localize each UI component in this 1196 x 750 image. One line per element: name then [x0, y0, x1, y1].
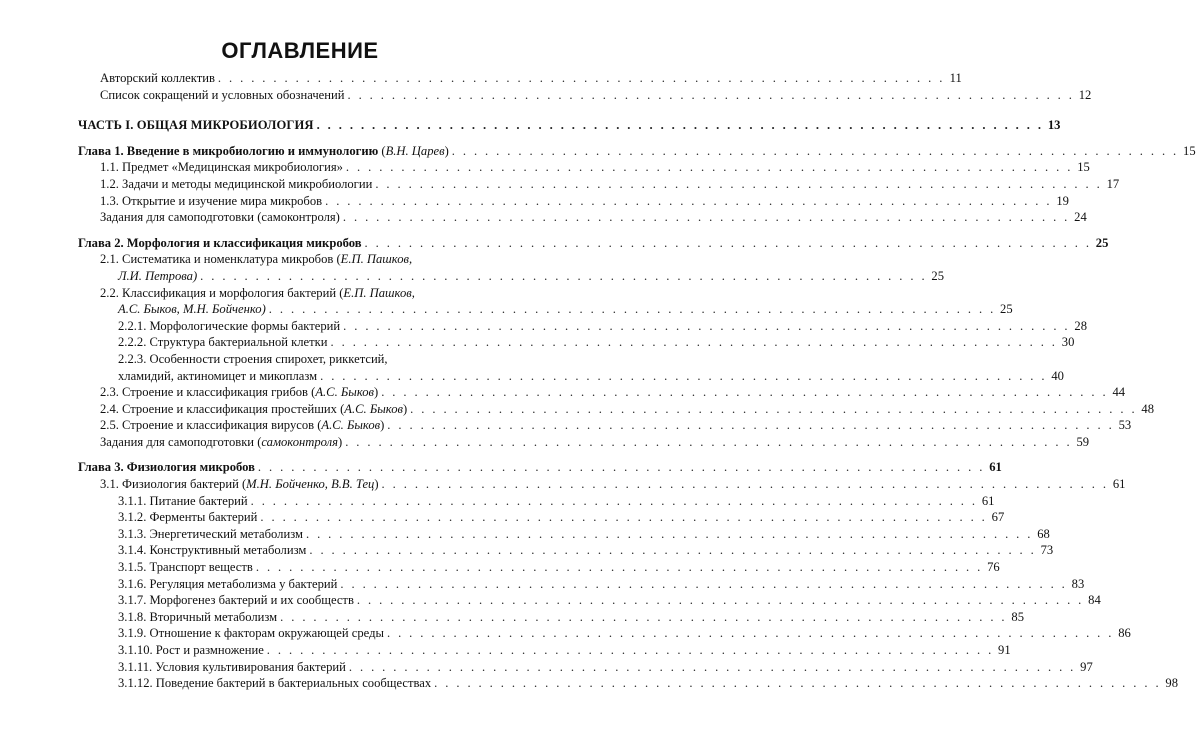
toc-entry-text: 2.2.1. Морфологические формы бактерий — [118, 318, 341, 333]
page-number: 28 — [1074, 318, 1087, 333]
toc-subsection — [78, 675, 1179, 692]
dot-leader: . . . . . . . . . . . . . . . . . . . . . . . . . . . . . . . . . . . . . . . . . . . . . . . . . . . . . . . . . . . . . . . . . . — [320, 368, 1047, 383]
toc-entry-text: Л.И. Петрова) — [118, 268, 198, 283]
toc-entry-text: 2.4. Строение и классификация простейших (А.С. Быков) — [100, 401, 408, 416]
dot-leader: . . . . . . . . . . . . . . . . . . . . . . . . . . . . . . . . . . . . . . . . . . . . . . . . . . . . . . . . . . . . . . . . . . — [347, 87, 1075, 102]
page-number: 53 — [1118, 418, 1132, 433]
toc-entry-text: 3.1.9. Отношение к факторам окружающей среды — [118, 626, 384, 641]
dot-leader: . . . . . . . . . . . . . . . . . . . . . . . . . . . . . . . . . . . . . . . . . . . . . . . . . . . . . . . . . . . . . . . . . . — [410, 401, 1138, 416]
toc-subsection — [78, 318, 1087, 335]
toc-subsection — [78, 642, 1011, 659]
page-number: 97 — [1080, 659, 1093, 674]
toc-part-heading — [78, 117, 1061, 134]
toc-entry-front — [78, 70, 962, 87]
page-number: 61 — [1112, 477, 1126, 492]
page-number: 85 — [1011, 609, 1024, 624]
page-number: 30 — [1061, 335, 1075, 350]
dot-leader: . . . . . . . . . . . . . . . . . . . . . . . . . . . . . . . . . . . . . . . . . . . . . . . . . . . . . . . . . . . . . . . . . . — [217, 71, 945, 85]
dot-leader: . . . . . . . . . . . . . . . . . . . . . . . . . . . . . . . . . . . . . . . . . . . . . . . . . . . . . . . . . . . . . . . . . . — [268, 302, 996, 317]
dot-leader: . . . . . . . . . . . . . . . . . . . . . . . . . . . . . . . . . . . . . . . . . . . . . . . . . . . . . . . . . . . . . . . . . . — [257, 460, 985, 475]
toc-subsection — [78, 609, 1024, 626]
dot-leader: . . . . . . . . . . . . . . . . . . . . . . . . . . . . . . . . . . . . . . . . . . . . . . . . . . . . . . . . . . . . . . . . . . — [200, 268, 928, 283]
dot-leader: . . . . . . . . . . . . . . . . . . . . . . . . . . . . . . . . . . . . . . . . . . . . . . . . . . . . . . . . . . . . . . . . . . — [309, 543, 1037, 558]
toc-entry-text: А.С. Быков, М.Н. Бойченко) — [118, 302, 266, 317]
toc-subsection — [78, 559, 1000, 576]
page-number: 12 — [1078, 87, 1092, 102]
page-number: 61 — [989, 460, 1002, 475]
toc-chapter-heading — [78, 235, 1109, 252]
page-number: 98 — [1165, 676, 1179, 691]
dot-leader: . . . . . . . . . . . . . . . . . . . . . . . . . . . . . . . . . . . . . . . . . . . . . . . . . . . . . . . . . . . . . . . . . . — [345, 434, 1073, 449]
dot-leader: . . . . . . . . . . . . . . . . . . . . . . . . . . . . . . . . . . . . . . . . . . . . . . . . . . . . . . . . . . . . . . . . . . — [375, 176, 1103, 191]
toc-subsection — [78, 576, 1085, 593]
dot-leader: . . . . . . . . . . . . . . . . . . . . . . . . . . . . . . . . . . . . . . . . . . . . . . . . . . . . . . . . . . . . . . . . . . — [343, 318, 1070, 333]
dot-leader: . . . . . . . . . . . . . . . . . . . . . . . . . . . . . . . . . . . . . . . . . . . . . . . . . . . . . . . . . . . . . . . . . . — [387, 418, 1115, 433]
toc-section — [78, 401, 1155, 418]
dot-leader: . . . . . . . . . . . . . . . . . . . . . . . . . . . . . . . . . . . . . . . . . . . . . . . . . . . . . . . . . . . . . . . . . . — [330, 335, 1058, 350]
dot-leader: . . . . . . . . . . . . . . . . . . . . . . . . . . . . . . . . . . . . . . . . . . . . . . . . . . . . . . . . . . . . . . . . . . — [305, 526, 1033, 541]
toc-entry-text: 1.3. Открытие и изучение мира микробов — [100, 193, 323, 208]
page-number: 24 — [1074, 210, 1087, 225]
toc-subsection — [78, 592, 1101, 609]
toc-section — [78, 159, 1090, 176]
dot-leader: . . . . . . . . . . . . . . . . . . . . . . . . . . . . . . . . . . . . . . . . . . . . . . . . . . . . . . . . . . . . . . . . . . — [250, 493, 978, 508]
page-number: 48 — [1141, 401, 1155, 416]
page-number: 40 — [1051, 368, 1064, 383]
toc-section — [78, 176, 1120, 193]
page-number: 61 — [981, 493, 995, 508]
toc-entry-text: 3.1.7. Морфогенез бактерий и их сообществ — [118, 593, 354, 608]
toc-section — [78, 434, 1090, 451]
toc-section — [78, 384, 1126, 401]
dot-leader: . . . . . . . . . . . . . . . . . . . . . . . . . . . . . . . . . . . . . . . . . . . . . . . . . . . . . . . . . . . . . . . . . . — [260, 510, 988, 525]
toc-entry-text: 3.1.11. Условия культивирования бактерий — [118, 659, 346, 674]
toc-entry-text: Глава 3. Физиология микробов — [78, 460, 255, 475]
toc-entry-text: 3.1.4. Конструктивный метаболизм — [118, 543, 307, 558]
toc-entry-text: 1.1. Предмет «Медицинская микробиология» — [100, 160, 343, 175]
page-number: 76 — [987, 560, 1000, 575]
page-number: 84 — [1088, 593, 1101, 608]
toc-body — [78, 70, 1196, 692]
toc-entry-text: 3.1.5. Транспорт веществ — [118, 560, 253, 575]
page-number: 25 — [931, 268, 945, 283]
toc-section-line: 2.1. Систематика и номенклатура микробов (Е.П. Пашков, — [100, 252, 413, 267]
dot-leader: . . . . . . . . . . . . . . . . . . . . . . . . . . . . . . . . . . . . . . . . . . . . . . . . . . . . . . . . . . . . . . . . . . — [348, 659, 1076, 674]
toc-section — [78, 209, 1087, 226]
toc-entry-text: ЧАСТЬ I. ОБЩАЯ МИКРОБИОЛОГИЯ — [78, 118, 314, 133]
toc-chapter-heading — [78, 143, 1196, 160]
toc-entry-text: Глава 2. Морфология и классификация микробов — [78, 235, 362, 250]
dot-leader: . . . . . . . . . . . . . . . . . . . . . . . . . . . . . . . . . . . . . . . . . . . . . . . . . . . . . . . . . . . . . . . . . . — [381, 477, 1109, 492]
page-number: 19 — [1056, 193, 1069, 208]
dot-leader: . . . . . . . . . . . . . . . . . . . . . . . . . . . . . . . . . . . . . . . . . . . . . . . . . . . . . . . . . . . . . . . . . . — [316, 118, 1044, 133]
toc-entry-text: 3.1.1. Питание бактерий — [118, 493, 248, 508]
toc-subsection — [78, 509, 1005, 526]
dot-leader: . . . . . . . . . . . . . . . . . . . . . . . . . . . . . . . . . . . . . . . . . . . . . . . . . . . . . . . . . . . . . . . . . . — [325, 193, 1052, 208]
toc-subsection — [78, 493, 995, 510]
toc-entry-text: Задания для самоподготовки (самоконтроля) — [100, 210, 340, 225]
dot-leader: . . . . . . . . . . . . . . . . . . . . . . . . . . . . . . . . . . . . . . . . . . . . . . . . . . . . . . . . . . . . . . . . . . — [255, 560, 983, 575]
page-number: 15 — [1183, 143, 1196, 158]
toc-subsection-line: 2.2.3. Особенности строения спирохет, риккетсий, — [118, 351, 388, 366]
dot-leader: . . . . . . . . . . . . . . . . . . . . . . . . . . . . . . . . . . . . . . . . . . . . . . . . . . . . . . . . . . . . . . . . . . — [340, 576, 1068, 591]
dot-leader: . . . . . . . . . . . . . . . . . . . . . . . . . . . . . . . . . . . . . . . . . . . . . . . . . . . . . . . . . . . . . . . . . . — [356, 593, 1084, 608]
toc-entry-text: 2.5. Строение и классификация вирусов (А.С. Быков) — [100, 418, 385, 433]
toc-subsection — [78, 659, 1093, 676]
toc-section — [78, 268, 945, 285]
toc-entry-text: Глава 1. Введение в микробиологию и иммунологию (В.Н. Царев) — [78, 143, 449, 158]
page-number: 25 — [1000, 302, 1013, 317]
toc-entry-text: 3.1.10. Рост и размножение — [118, 643, 264, 657]
page-number: 68 — [1037, 526, 1050, 541]
toc-entry-text: 1.2. Задачи и методы медицинской микробиологии — [100, 176, 373, 191]
page-title: ОГЛАВЛЕНИЕ — [221, 38, 379, 63]
dot-leader: . . . . . . . . . . . . . . . . . . . . . . . . . . . . . . . . . . . . . . . . . . . . . . . . . . . . . . . . . . . . . . . . . . — [342, 210, 1070, 225]
toc-entry-text: 2.2.2. Структура бактериальной клетки — [118, 335, 328, 350]
toc-entry-text: 3.1.8. Вторичный метаболизм — [118, 609, 278, 624]
page-number: 59 — [1076, 434, 1090, 449]
toc-entry-text: хламидий, актиномицет и микоплазм — [118, 368, 318, 383]
toc-section — [78, 193, 1069, 210]
page-number: 73 — [1040, 543, 1054, 558]
toc-chapter-heading — [78, 459, 1002, 476]
page-number: 13 — [1047, 118, 1061, 133]
toc-subsection — [78, 542, 1054, 559]
dot-leader: . . . . . . . . . . . . . . . . . . . . . . . . . . . . . . . . . . . . . . . . . . . . . . . . . . . . . . . . . . . . . . . . . . — [434, 676, 1162, 691]
toc-entry-text: 3.1.6. Регуляция метаболизма у бактерий — [118, 576, 338, 591]
toc-subsection — [78, 625, 1131, 642]
page-number: 15 — [1077, 160, 1090, 175]
toc-entry-text: 3.1.3. Энергетический метаболизм — [118, 526, 303, 541]
toc-entry-text: Задания для самоподготовки (самоконтроля) — [100, 434, 343, 449]
toc-entry-text: Авторский коллектив — [100, 71, 215, 85]
page-number: 17 — [1106, 176, 1120, 191]
page-number: 91 — [998, 643, 1011, 657]
toc-section — [78, 417, 1132, 434]
toc-entry-text: 3.1. Физиология бактерий (М.Н. Бойченко, В.В. Тец) — [100, 477, 379, 492]
toc-entry-front — [78, 87, 1092, 104]
toc-subsection — [78, 526, 1050, 543]
toc-entry-text: 3.1.12. Поведение бактерий в бактериальных сообществах — [118, 676, 432, 691]
toc-entry-text: 3.1.2. Ферменты бактерий — [118, 510, 258, 525]
page-number: 83 — [1071, 576, 1085, 591]
dot-leader: . . . . . . . . . . . . . . . . . . . . . . . . . . . . . . . . . . . . . . . . . . . . . . . . . . . . . . . . . . . . . . . . . . — [364, 235, 1092, 250]
page-number: 11 — [949, 71, 962, 85]
dot-leader: . . . . . . . . . . . . . . . . . . . . . . . . . . . . . . . . . . . . . . . . . . . . . . . . . . . . . . . . . . . . . . . . . . — [280, 609, 1007, 624]
page-number: 25 — [1095, 235, 1109, 250]
toc-section — [78, 301, 1013, 318]
dot-leader: . . . . . . . . . . . . . . . . . . . . . . . . . . . . . . . . . . . . . . . . . . . . . . . . . . . . . . . . . . . . . . . . . . — [345, 160, 1073, 175]
toc-entry-text: Список сокращений и условных обозначений — [100, 87, 345, 102]
dot-leader: . . . . . . . . . . . . . . . . . . . . . . . . . . . . . . . . . . . . . . . . . . . . . . . . . . . . . . . . . . . . . . . . . . — [266, 643, 994, 657]
page-number: 67 — [991, 510, 1005, 525]
page-number: 86 — [1118, 626, 1131, 641]
table-of-contents — [78, 70, 1196, 692]
page-number: 44 — [1112, 385, 1126, 400]
toc-section — [78, 476, 1126, 493]
toc-subsection — [78, 368, 1064, 385]
dot-leader: . . . . . . . . . . . . . . . . . . . . . . . . . . . . . . . . . . . . . . . . . . . . . . . . . . . . . . . . . . . . . . . . . . — [451, 143, 1179, 158]
toc-subsection — [78, 334, 1075, 351]
toc-entry-text: 2.3. Строение и классификация грибов (А.С. Быков) — [100, 385, 379, 400]
toc-section-line: 2.2. Классификация и морфология бактерий (Е.П. Пашков, — [100, 285, 415, 300]
dot-leader: . . . . . . . . . . . . . . . . . . . . . . . . . . . . . . . . . . . . . . . . . . . . . . . . . . . . . . . . . . . . . . . . . . — [386, 626, 1114, 641]
dot-leader: . . . . . . . . . . . . . . . . . . . . . . . . . . . . . . . . . . . . . . . . . . . . . . . . . . . . . . . . . . . . . . . . . . — [381, 385, 1109, 400]
